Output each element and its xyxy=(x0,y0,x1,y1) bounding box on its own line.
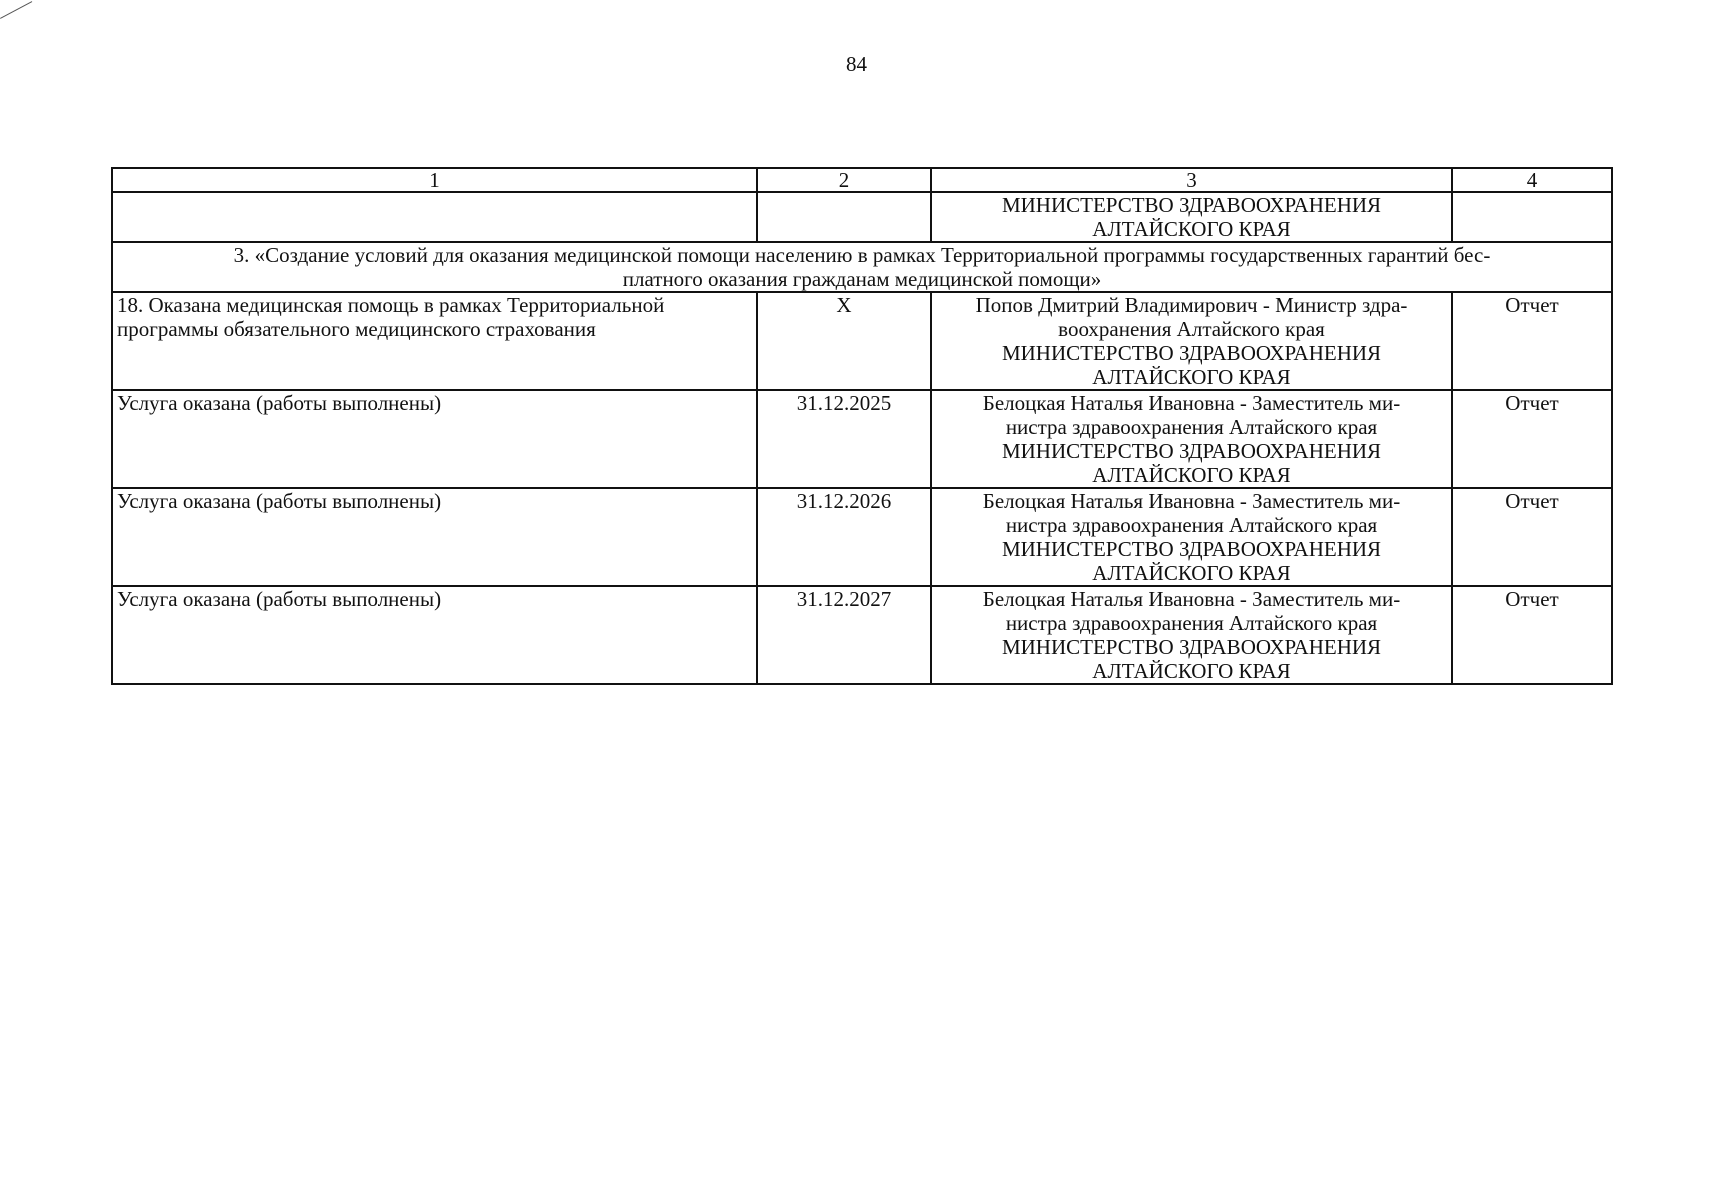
section-title-line: платного оказания гражданам медицинской помощи» xyxy=(622,267,1102,291)
responsible-line: Попов Дмитрий Владимирович - Министр здра- xyxy=(975,293,1408,317)
document-type-cell: Отчет xyxy=(1452,292,1612,390)
table-row xyxy=(112,292,1612,390)
header-cell: 2 xyxy=(757,168,931,192)
responsible-line: нистра здравоохранения Алтайского края xyxy=(1005,611,1378,635)
data-table xyxy=(111,167,1613,685)
responsible-cell xyxy=(931,390,1452,488)
result-cell: Услуга оказана (работы выполнены) xyxy=(112,586,757,684)
page-number: 84 xyxy=(846,52,867,76)
responsible-line: АЛТАЙСКОГО КРАЯ xyxy=(1092,561,1291,585)
responsible-line: МИНИСТЕРСТВО ЗДРАВООХРАНЕНИЯ xyxy=(1001,537,1382,561)
ministry-region: АЛТАЙСКОГО КРАЯ xyxy=(1092,217,1291,241)
table-row xyxy=(112,192,1612,242)
responsible-line: АЛТАЙСКОГО КРАЯ xyxy=(1092,659,1291,683)
responsible-line: АЛТАЙСКОГО КРАЯ xyxy=(1092,463,1291,487)
table-cell xyxy=(1452,192,1612,242)
date-cell: 31.12.2027 xyxy=(757,586,931,684)
responsible-line: воохранения Алтайского края xyxy=(1058,317,1325,341)
table-row xyxy=(112,390,1612,488)
document-type-cell: Отчет xyxy=(1452,586,1612,684)
responsible-cell xyxy=(931,488,1452,586)
responsible-line: Белоцкая Наталья Ивановна - Заместитель ми- xyxy=(982,489,1401,513)
responsible-line: МИНИСТЕРСТВО ЗДРАВООХРАНЕНИЯ xyxy=(1001,439,1382,463)
section-title xyxy=(112,242,1612,292)
result-cell: Услуга оказана (работы выполнены) xyxy=(112,488,757,586)
date-cell: 31.12.2025 xyxy=(757,390,931,488)
result-cell: Услуга оказана (работы выполнены) xyxy=(112,390,757,488)
date-cell: 31.12.2026 xyxy=(757,488,931,586)
table-row xyxy=(112,586,1612,684)
document-type-cell: Отчет xyxy=(1452,488,1612,586)
document-type-cell: Отчет xyxy=(1452,390,1612,488)
responsible-cell xyxy=(931,292,1452,390)
table-row xyxy=(112,488,1612,586)
section-title-line: 3. «Создание условий для оказания медицинской помощи населению в рамках Территориальной программы государственных гарантий бес- xyxy=(233,243,1491,267)
section-row xyxy=(112,242,1612,292)
responsible-line: МИНИСТЕРСТВО ЗДРАВООХРАНЕНИЯ xyxy=(1001,635,1382,659)
date-cell: X xyxy=(757,292,931,390)
table-header-row xyxy=(112,168,1612,192)
ministry-name: МИНИСТЕРСТВО ЗДРАВООХРАНЕНИЯ xyxy=(1001,193,1382,217)
responsible-line: МИНИСТЕРСТВО ЗДРАВООХРАНЕНИЯ xyxy=(1001,341,1382,365)
scan-artifact xyxy=(0,1,42,36)
responsible-line: Белоцкая Наталья Ивановна - Заместитель ми- xyxy=(982,587,1401,611)
responsible-line: нистра здравоохранения Алтайского края xyxy=(1005,415,1378,439)
header-cell: 3 xyxy=(931,168,1452,192)
table-cell xyxy=(757,192,931,242)
header-cell: 1 xyxy=(112,168,757,192)
result-cell: 18. Оказана медицинская помощь в рамках Территориальной программы обязательного медицинского страхования xyxy=(112,292,757,390)
ministry-cell xyxy=(931,192,1452,242)
responsible-line: АЛТАЙСКОГО КРАЯ xyxy=(1092,365,1291,389)
responsible-line: Белоцкая Наталья Ивановна - Заместитель ми- xyxy=(982,391,1401,415)
responsible-cell xyxy=(931,586,1452,684)
responsible-line: нистра здравоохранения Алтайского края xyxy=(1005,513,1378,537)
header-cell: 4 xyxy=(1452,168,1612,192)
table-cell xyxy=(112,192,757,242)
